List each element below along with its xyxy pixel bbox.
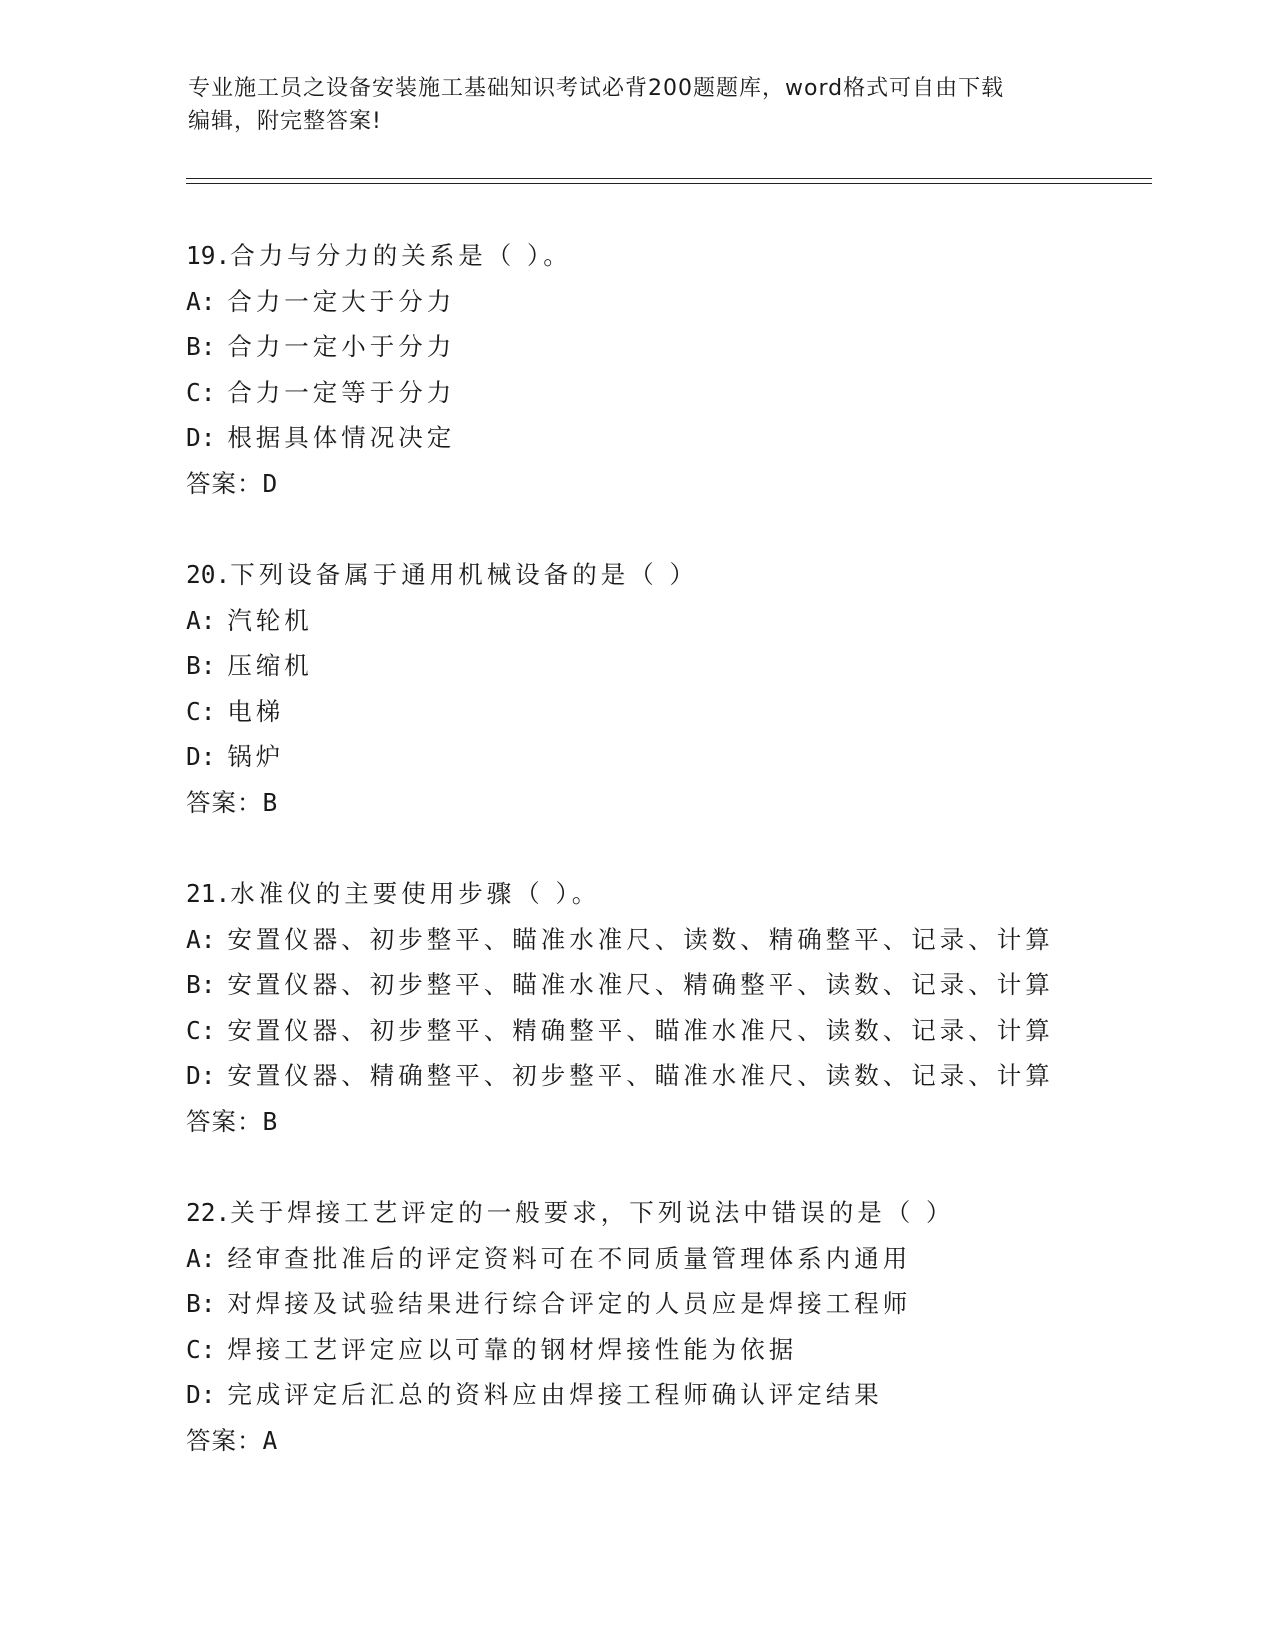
answer-line <box>186 780 1186 826</box>
answer-value: A <box>262 1425 279 1455</box>
option-label: D: <box>186 1061 216 1090</box>
option-text: 合力一定小于分力 <box>227 332 456 361</box>
question-20 <box>186 552 1186 825</box>
option-b <box>186 643 1186 689</box>
option-label: B: <box>186 651 216 680</box>
question-stem <box>186 552 1186 598</box>
option-b <box>186 962 1186 1008</box>
option-label: A: <box>186 1243 216 1273</box>
question-19 <box>186 233 1186 506</box>
option-label: A: <box>186 605 216 635</box>
option-c <box>186 689 1186 735</box>
header-divider-top <box>186 178 1152 179</box>
option-d <box>186 1372 1186 1418</box>
option-d <box>186 734 1186 780</box>
option-label: B: <box>186 332 216 361</box>
option-label: B: <box>186 1289 216 1318</box>
option-text: 电梯 <box>227 696 285 726</box>
option-label: A: <box>186 924 216 954</box>
option-b <box>186 1281 1186 1327</box>
option-label: B: <box>186 970 216 999</box>
option-text: 安置仪器、初步整平、精确整平、瞄准水准尺、读数、记录、计算 <box>227 1015 1054 1045</box>
question-text: 关于焊接工艺评定的一般要求，下列说法中错误的是（ ） <box>230 1198 955 1227</box>
option-text: 压缩机 <box>227 651 313 680</box>
answer-value: B <box>262 1106 279 1136</box>
option-a <box>186 598 1186 644</box>
question-text: 合力与分力的关系是（ ）。 <box>230 241 572 270</box>
question-21 <box>186 871 1186 1144</box>
option-d <box>186 1053 1186 1099</box>
question-22 <box>186 1190 1186 1463</box>
option-c <box>186 1327 1186 1373</box>
question-stem <box>186 871 1186 917</box>
option-label: D: <box>186 742 216 771</box>
option-label: D: <box>186 1380 216 1409</box>
option-a <box>186 1236 1186 1282</box>
option-label: C: <box>186 696 216 726</box>
option-text: 安置仪器、初步整平、瞄准水准尺、读数、精确整平、记录、计算 <box>227 924 1054 954</box>
answer-label: 答案： <box>186 468 263 498</box>
option-text: 合力一定大于分力 <box>227 286 456 316</box>
question-number: 20. <box>186 560 231 589</box>
question-number: 21. <box>186 879 231 908</box>
option-a <box>186 917 1186 963</box>
option-text: 经审查批准后的评定资料可在不同质量管理体系内通用 <box>227 1243 912 1273</box>
question-text: 下列设备属于通用机械设备的是（ ） <box>230 560 699 589</box>
option-c <box>186 1008 1186 1054</box>
option-text: 汽轮机 <box>227 605 313 635</box>
question-stem <box>186 233 1186 279</box>
option-text: 完成评定后汇总的资料应由焊接工程师确认评定结果 <box>227 1380 883 1409</box>
option-text: 合力一定等于分力 <box>227 377 456 407</box>
option-text: 安置仪器、初步整平、瞄准水准尺、精确整平、读数、记录、计算 <box>227 970 1054 999</box>
option-label: C: <box>186 377 216 407</box>
answer-label: 答案： <box>186 1425 263 1455</box>
option-label: C: <box>186 1334 216 1364</box>
answer-value: D <box>262 468 279 498</box>
option-label: D: <box>186 423 216 452</box>
answer-line <box>186 1418 1186 1464</box>
answer-line <box>186 461 1186 507</box>
option-text: 焊接工艺评定应以可靠的钢材焊接性能为依据 <box>227 1334 798 1364</box>
answer-label: 答案： <box>186 787 263 817</box>
header-title-line-2: 编辑，附完整答案! <box>188 109 382 134</box>
document-header <box>188 72 1088 138</box>
option-b <box>186 324 1186 370</box>
option-label: A: <box>186 286 216 316</box>
question-number: 22. <box>186 1198 231 1227</box>
header-title-line-1: 专业施工员之设备安装施工基础知识考试必背200题题库，word格式可自由下载 <box>188 76 1005 101</box>
option-text: 安置仪器、精确整平、初步整平、瞄准水准尺、读数、记录、计算 <box>227 1061 1054 1090</box>
option-label: C: <box>186 1015 216 1045</box>
question-stem <box>186 1190 1186 1236</box>
header-divider-bottom <box>186 183 1152 184</box>
option-text: 对焊接及试验结果进行综合评定的人员应是焊接工程师 <box>227 1289 912 1318</box>
answer-label: 答案： <box>186 1106 263 1136</box>
option-text: 根据具体情况决定 <box>227 423 456 452</box>
option-a <box>186 279 1186 325</box>
option-c <box>186 370 1186 416</box>
answer-line <box>186 1099 1186 1145</box>
question-text: 水准仪的主要使用步骤（ ）。 <box>230 879 601 908</box>
option-d <box>186 415 1186 461</box>
option-text: 锅炉 <box>227 742 285 771</box>
question-number: 19. <box>186 241 231 270</box>
answer-value: B <box>262 787 279 817</box>
